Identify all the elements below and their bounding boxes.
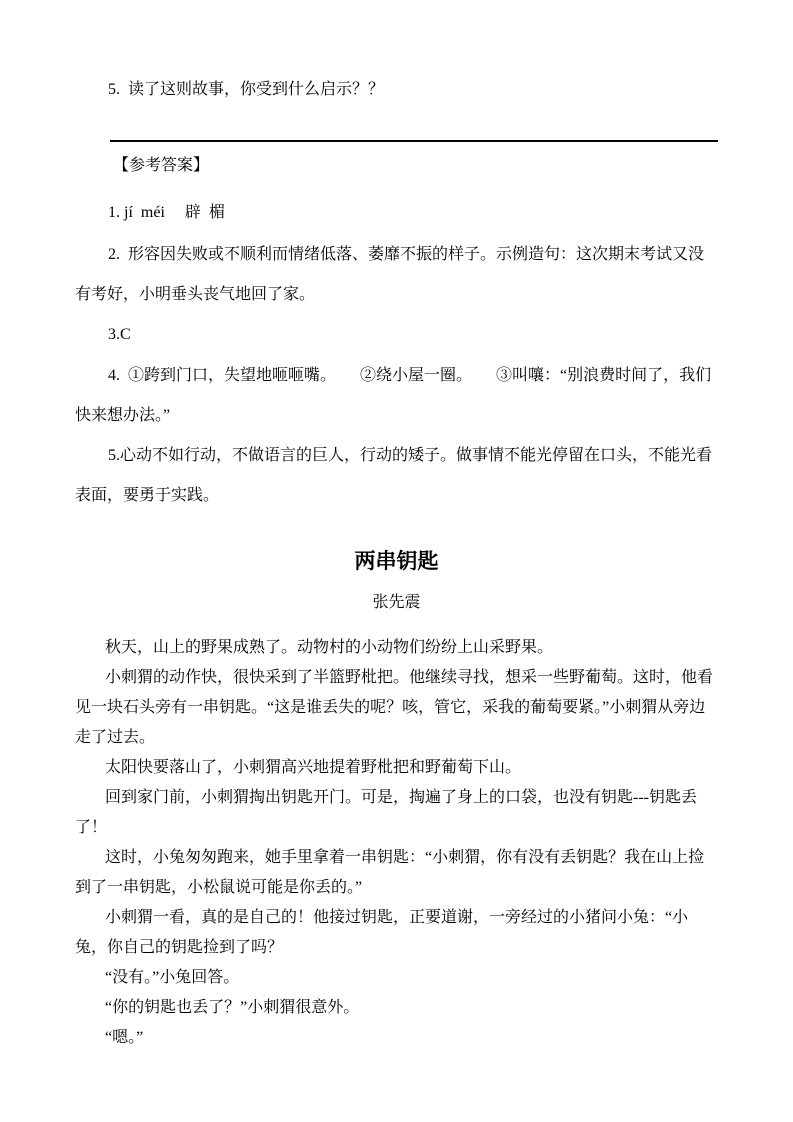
- question-5-text: 5. 读了这则故事，你受到什么启示？？: [108, 81, 385, 98]
- reading-passage-body: [75, 633, 719, 1053]
- reading-passage-title: 两串钥匙: [354, 550, 439, 573]
- answer-item-4: 4. ①跨到门口，失望地咂咂嘴。 ②绕小屋一圈。 ③叫嚷：“别浪费时间了，我们快来想办法。”: [75, 367, 712, 424]
- answer-item-3: 3.C: [108, 326, 131, 343]
- story-paragraph: “嗯。”: [105, 1029, 144, 1046]
- section-divider: [110, 140, 718, 142]
- story-paragraph: 太阳快要落山了，小刺猬高兴地提着野枇把和野葡萄下山。: [105, 759, 522, 776]
- story-paragraph: 回到家门前，小刺猬掏出钥匙开门。可是，掏遍了身上的口袋，也没有钥匙---钥匙丢了！: [75, 789, 697, 836]
- story-paragraph: 这时，小兔匆匆跑来，她手里拿着一串钥匙：“小刺猬，你有没有丢钥匙？我在山上捡到了一串钥匙，小松鼠说可能是你丢的。”: [75, 849, 705, 896]
- story-paragraph: 秋天，山上的野果成熟了。动物村的小动物们纷纷上山采野果。: [105, 639, 554, 656]
- answer-item-1: 1. jí méi 辟 楣: [108, 204, 225, 221]
- answer-key-header: 【参考答案】: [113, 157, 210, 174]
- answer-item-5: 5.心动不如行动，不做语言的巨人，行动的矮子。做事情不能光停留在口头，不能光看表面，要勇于实践。: [75, 447, 713, 504]
- story-paragraph: 小刺猬一看，真的是自己的！他接过钥匙，正要道谢，一旁经过的小猪问小兔：“小兔，你自己的钥匙捡到了吗？: [75, 909, 689, 956]
- answer-item-2: 2. 形容因失败或不顺利而情绪低落、萎靡不振的样子。示例造句：这次期末考试又没有考好，小明垂头丧气地回了家。: [75, 246, 705, 303]
- story-paragraph: “没有。”小兔回答。: [105, 969, 240, 986]
- reading-passage-author: 张先震: [372, 594, 421, 611]
- story-paragraph: 小刺猬的动作快，很快采到了半篮野枇把。他继续寻找，想采一些野葡萄。这时，他看见一块石头旁有一串钥匙。“这是谁丢失的呢？咳，管它，采我的葡萄要紧。”小刺猬从旁边走了过去。: [75, 669, 714, 746]
- story-paragraph: “你的钥匙也丢了？”小刺猬很意外。: [105, 999, 360, 1016]
